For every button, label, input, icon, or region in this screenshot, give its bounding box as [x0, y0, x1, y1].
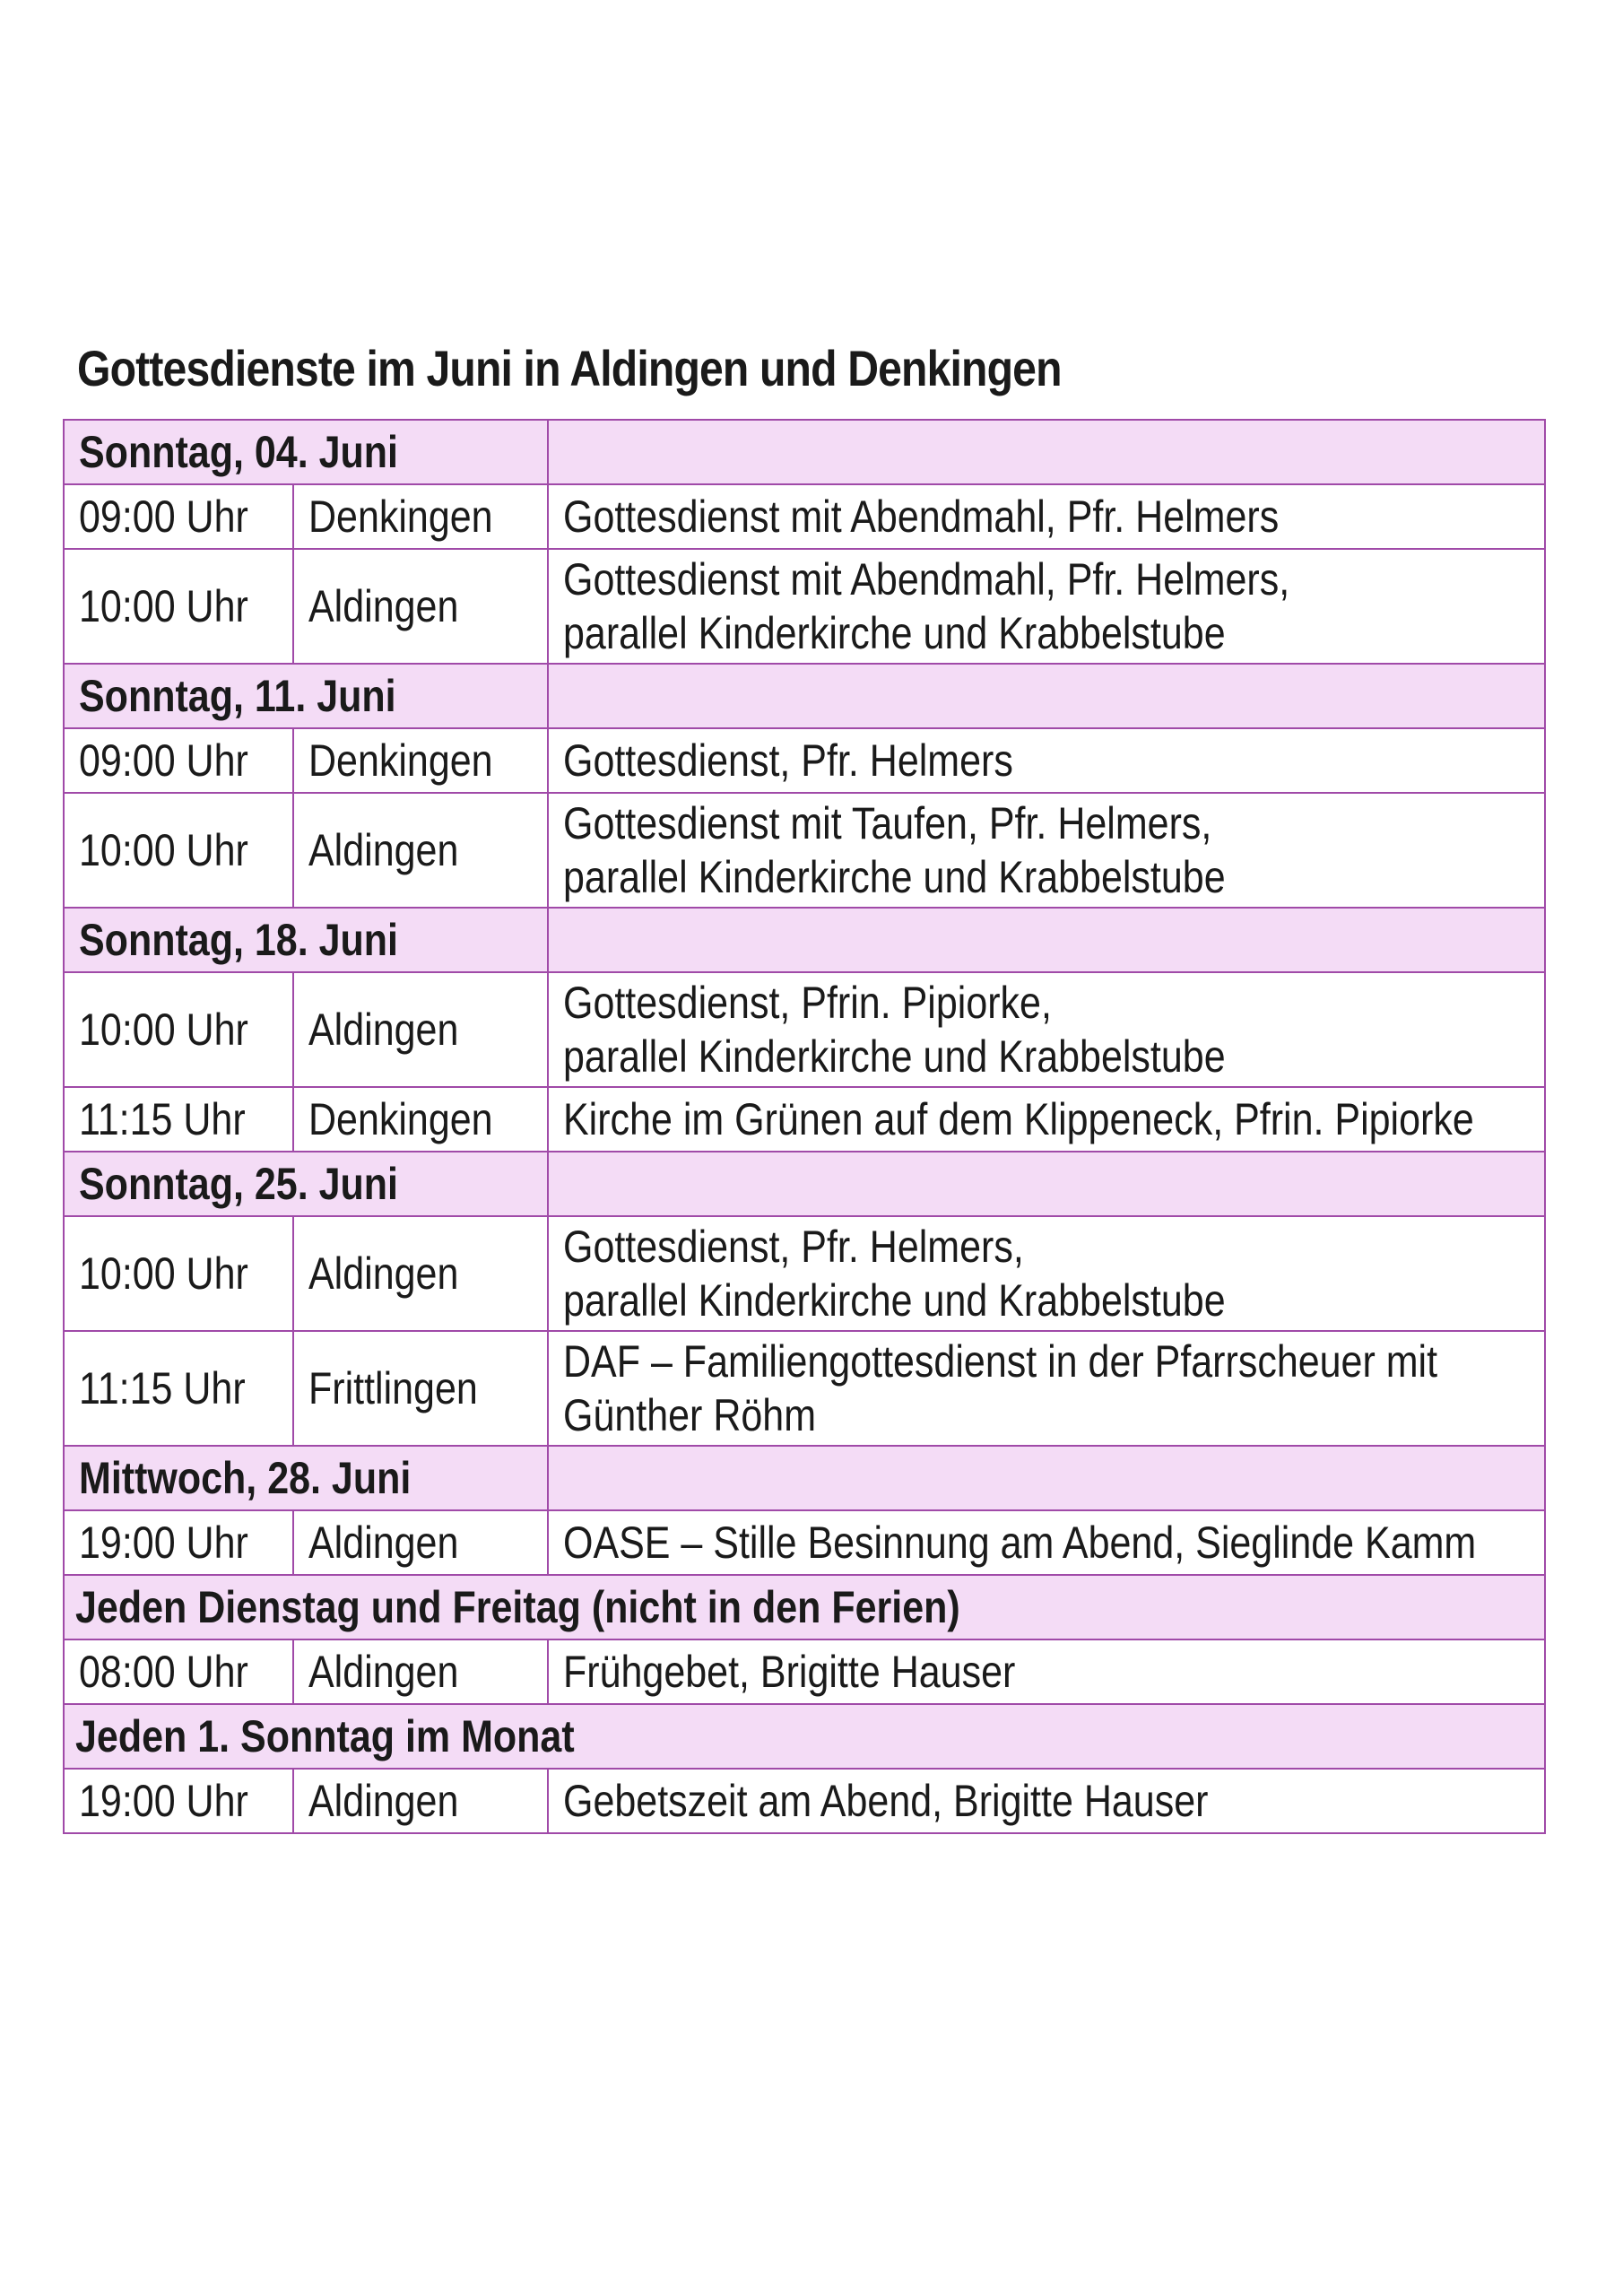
day-label: Jeden 1. Sonntag im Monat [75, 1711, 575, 1761]
page-title: Gottesdienste im Juni in Aldingen und Denkingen [77, 340, 1062, 396]
schedule-body [64, 420, 1545, 1833]
service-place: Aldingen [308, 1518, 459, 1568]
time-cell [64, 1087, 293, 1152]
service-row [64, 728, 1545, 793]
place-cell [293, 1331, 548, 1446]
description-cell [548, 1216, 1545, 1331]
description-line: Gottesdienst, Pfr. Helmers, [563, 1222, 1024, 1272]
place-cell [293, 1216, 548, 1331]
description-cell [548, 484, 1545, 549]
time-cell [64, 972, 293, 1087]
service-time: 10:00 Uhr [79, 1248, 248, 1299]
service-place: Aldingen [308, 1248, 459, 1299]
day-header-row [64, 664, 1545, 728]
service-description [563, 1775, 1208, 1827]
place-cell [293, 1510, 548, 1575]
time-cell [64, 1769, 293, 1833]
description-line: Gottesdienst mit Abendmahl, Pfr. Helmers [563, 491, 1280, 542]
day-label: Sonntag, 18. Juni [79, 915, 398, 965]
service-schedule-table [63, 419, 1546, 1834]
day-header-cell [64, 1446, 548, 1510]
description-cell [548, 1639, 1545, 1704]
description-cell [548, 1510, 1545, 1575]
place-cell [293, 1639, 548, 1704]
service-time: 10:00 Uhr [79, 581, 248, 631]
day-header-cell [64, 1575, 1545, 1639]
service-row [64, 484, 1545, 549]
service-row [64, 1510, 1545, 1575]
day-header-row [64, 1446, 1545, 1510]
service-description [563, 1646, 1015, 1698]
day-header-cell [64, 1152, 548, 1216]
service-row [64, 1639, 1545, 1704]
day-header-empty-cell [548, 420, 1545, 484]
service-time: 09:00 Uhr [79, 491, 248, 542]
service-place: Denkingen [308, 735, 493, 786]
time-cell [64, 1331, 293, 1446]
service-time: 19:00 Uhr [79, 1776, 248, 1826]
day-header-cell [64, 1704, 1545, 1769]
day-header-empty-cell [548, 1446, 1545, 1510]
service-place: Denkingen [308, 491, 493, 542]
service-time: 11:15 Uhr [79, 1363, 246, 1413]
day-header-row [64, 1575, 1545, 1639]
day-label: Jeden Dienstag und Freitag (nicht in den Ferien) [75, 1582, 960, 1632]
description-cell [548, 728, 1545, 793]
service-place: Aldingen [308, 1776, 459, 1826]
place-cell [293, 549, 548, 664]
day-label: Sonntag, 25. Juni [79, 1159, 398, 1209]
service-description [563, 1220, 1226, 1327]
service-row [64, 549, 1545, 664]
service-description [563, 976, 1226, 1083]
description-line: Gottesdienst, Pfr. Helmers [563, 735, 1013, 786]
description-cell [548, 1331, 1545, 1446]
time-cell [64, 728, 293, 793]
time-cell [64, 1639, 293, 1704]
place-cell [293, 1769, 548, 1833]
service-description [563, 491, 1279, 543]
description-line: parallel Kinderkirche und Krabbelstube [563, 852, 1226, 902]
service-time: 11:15 Uhr [79, 1094, 246, 1144]
description-cell [548, 972, 1545, 1087]
service-place: Aldingen [308, 825, 459, 875]
place-cell [293, 972, 548, 1087]
service-row [64, 793, 1545, 908]
description-line: Günther Röhm [563, 1390, 817, 1440]
day-header-row [64, 1704, 1545, 1769]
service-time: 08:00 Uhr [79, 1647, 248, 1697]
day-header-empty-cell [548, 664, 1545, 728]
day-label: Sonntag, 11. Juni [79, 671, 396, 721]
service-time: 10:00 Uhr [79, 1004, 248, 1055]
service-row [64, 972, 1545, 1087]
day-label: Mittwoch, 28. Juni [79, 1453, 412, 1503]
service-description [563, 735, 1013, 787]
service-row [64, 1769, 1545, 1833]
time-cell [64, 793, 293, 908]
place-cell [293, 793, 548, 908]
time-cell [64, 1510, 293, 1575]
day-header-row [64, 908, 1545, 972]
description-line: Gottesdienst mit Taufen, Pfr. Helmers, [563, 798, 1212, 848]
day-label: Sonntag, 04. Juni [79, 427, 398, 477]
service-place: Aldingen [308, 1004, 459, 1055]
service-place: Aldingen [308, 1647, 459, 1697]
description-cell [548, 1769, 1545, 1833]
time-cell [64, 484, 293, 549]
description-line: Frühgebet, Brigitte Hauser [563, 1647, 1016, 1697]
day-header-row [64, 420, 1545, 484]
description-line: Gottesdienst mit Abendmahl, Pfr. Helmers, [563, 554, 1290, 604]
place-cell [293, 728, 548, 793]
service-row [64, 1216, 1545, 1331]
service-place: Aldingen [308, 581, 459, 631]
description-line: parallel Kinderkirche und Krabbelstube [563, 608, 1226, 658]
service-row [64, 1087, 1545, 1152]
description-cell [548, 549, 1545, 664]
day-header-row [64, 1152, 1545, 1216]
service-row [64, 1331, 1545, 1446]
day-header-cell [64, 664, 548, 728]
service-description [563, 796, 1226, 904]
description-cell [548, 793, 1545, 908]
service-time: 19:00 Uhr [79, 1518, 248, 1568]
description-line: Gebetszeit am Abend, Brigitte Hauser [563, 1776, 1209, 1826]
description-line: DAF – Familiengottesdienst in der Pfarrscheuer mit [563, 1336, 1438, 1387]
place-cell [293, 484, 548, 549]
day-header-empty-cell [548, 1152, 1545, 1216]
service-description [563, 552, 1289, 660]
description-line: parallel Kinderkirche und Krabbelstube [563, 1031, 1226, 1082]
service-description [563, 1517, 1476, 1569]
description-line: OASE – Stille Besinnung am Abend, Sieglinde Kamm [563, 1518, 1477, 1568]
day-header-cell [64, 420, 548, 484]
description-line: Gottesdienst, Pfrin. Pipiorke, [563, 978, 1052, 1028]
day-header-cell [64, 908, 548, 972]
time-cell [64, 1216, 293, 1331]
place-cell [293, 1087, 548, 1152]
time-cell [64, 549, 293, 664]
description-line: parallel Kinderkirche und Krabbelstube [563, 1275, 1226, 1326]
service-place: Frittlingen [308, 1363, 478, 1413]
description-line: Kirche im Grünen auf dem Klippeneck, Pfrin. Pipiorke [563, 1094, 1474, 1144]
service-description [563, 1093, 1474, 1145]
service-description [563, 1335, 1437, 1442]
day-header-empty-cell [548, 908, 1545, 972]
service-time: 10:00 Uhr [79, 825, 248, 875]
description-cell [548, 1087, 1545, 1152]
service-place: Denkingen [308, 1094, 493, 1144]
service-time: 09:00 Uhr [79, 735, 248, 786]
